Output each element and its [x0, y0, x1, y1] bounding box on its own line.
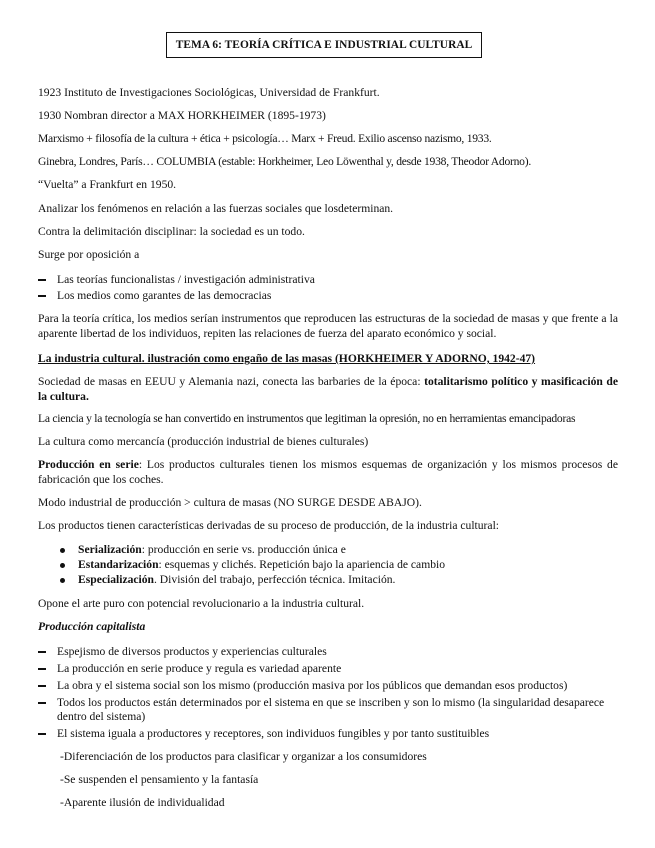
- intro-line: Marxismo + filosofía de la cultura + ética + psicología… Marx + Freud. Exilio ascenso nazismo, 1933.: [38, 132, 492, 145]
- intro-line: Ginebra, Londres, París… COLUMBIA (estable: Horkheimer, Leo Löwenthal y, desde 1938, Theodor Adorno).: [38, 155, 531, 168]
- section-heading: La industria cultural. ilustración como engaño de las masas (HORKHEIMER Y ADORNO, 1942-47): [38, 352, 536, 365]
- bullet-marker: [60, 548, 65, 553]
- page-title: [166, 32, 482, 58]
- list-item: La obra y el sistema social son los mismo (producción masiva por los públicos que demandan esos productos): [38, 679, 618, 693]
- intro-line: 1923 Instituto de Investigaciones Sociológicas, Universidad de Frankfurt.: [38, 86, 380, 99]
- list-item: La producción en serie produce y regula es variedad aparente: [38, 662, 618, 676]
- bullet-marker: [60, 563, 65, 568]
- dash-marker: [38, 733, 46, 735]
- sub-item: -Aparente ilusión de individualidad: [60, 796, 225, 809]
- science-line: La ciencia y la tecnología se han convertido en instrumentos que legitiman la opresión, no en herramientas emancipadoras: [38, 412, 576, 425]
- list-item: Las teorías funcionalistas / investigación administrativa: [38, 273, 618, 287]
- dash-marker: [38, 702, 46, 704]
- mass-society-paragraph: Sociedad de masas en EEUU y Alemania nazi, conecta las barbaries de la época: totalitarismo político y masificación de la cultura.: [38, 375, 618, 403]
- dash-marker: [38, 295, 46, 297]
- critical-paragraph: Para la teoría crítica, los medios serían instrumentos que reproducen las estructuras de la sociedad de masas y que frente a la aparente libertad de los individuos, repiten las relaciones de fuerza del aparato económico y social.: [38, 312, 618, 340]
- list-item: El sistema iguala a productores y receptores, son individuos fungibles y por tanto sustituibles: [38, 727, 618, 741]
- list-item: Serialización: producción en serie vs. producción única e: [60, 543, 620, 557]
- sub-item: -Se suspenden el pensamiento y la fantasía: [60, 773, 259, 786]
- bullet-marker: [60, 578, 65, 583]
- pure-art-line: Opone el arte puro con potencial revolucionario a la industria cultural.: [38, 597, 365, 610]
- sub-item: -Diferenciación de los productos para clasificar y organizar a los consumidores: [60, 750, 427, 763]
- intro-line: 1930 Nombran director a MAX HORKHEIMER (1895-1973): [38, 109, 326, 122]
- list-item: Especialización. División del trabajo, perfección técnica. Imitación.: [60, 573, 620, 587]
- dash-marker: [38, 279, 46, 281]
- list-item: Todos los productos están determinados por el sistema en que se inscriben y son lo mismo (la singularidad desaparece dentro del sistema): [38, 696, 618, 724]
- dash-marker: [38, 651, 46, 653]
- subsection-heading: Producción capitalista: [38, 620, 146, 633]
- analysis-line: Surge por oposición a: [38, 248, 140, 261]
- analysis-line: Analizar los fenómenos en relación a las fuerzas sociales que losdeterminan.: [38, 202, 394, 215]
- industrial-mode-line: Modo industrial de producción > cultura de masas (NO SURGE DESDE ABAJO).: [38, 496, 422, 509]
- serial-production-paragraph: Producción en serie: Los productos culturales tienen los mismos esquemas de organización y los mismos procesos de fabricación que los coches.: [38, 458, 618, 486]
- products-line: Los productos tienen características derivadas de su proceso de producción, de la industria cultural:: [38, 519, 500, 532]
- analysis-line: Contra la delimitación disciplinar: la sociedad es un todo.: [38, 225, 305, 238]
- dash-marker: [38, 685, 46, 687]
- list-item: Los medios como garantes de las democracias: [38, 289, 618, 303]
- list-item: Estandarización: esquemas y clichés. Repetición bajo la apariencia de cambio: [60, 558, 620, 572]
- dash-marker: [38, 668, 46, 670]
- culture-line: La cultura como mercancía (producción industrial de bienes culturales): [38, 435, 369, 448]
- page-title-text: TEMA 6: TEORÍA CRÍTICA E INDUSTRIAL CULTURAL: [175, 39, 473, 51]
- intro-line: “Vuelta” a Frankfurt en 1950.: [38, 178, 177, 191]
- list-item: Espejismo de diversos productos y experiencias culturales: [38, 645, 618, 659]
